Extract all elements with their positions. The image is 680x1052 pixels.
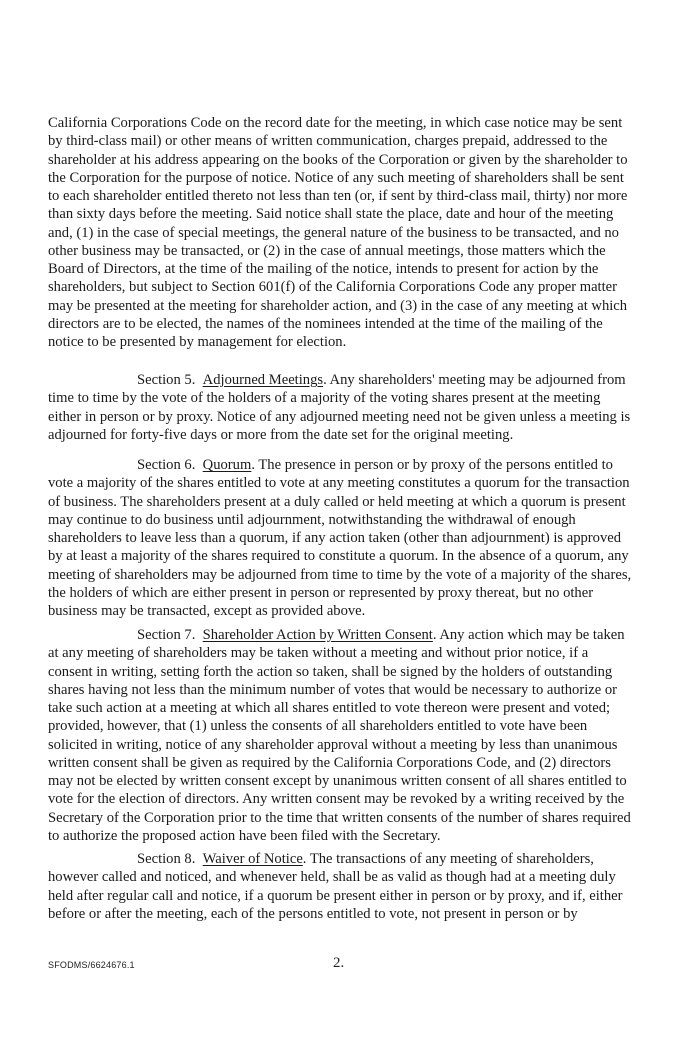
- paragraph-section-5: [48, 371, 634, 444]
- paragraph-text: . The presence in person or by proxy of the persons entitled to vote a majority of the shares entitled to vote at any meeting constitutes a quorum for the transaction of business. The shareholders present at a duly called or held meeting at which a quorum is present may continue to do business until adjournment, notwithstanding the withdrawal of enough shareholders to leave less than a quorum, if any action taken (other than adjournment) is approved by at least a majority of the shares required to constitute a quorum. In the absence of a quorum, any meeting of shareholders may be adjourned from time to time by the vote of a majority of the shares, the holders of which are either present in person or represented by proxy thereat, but no other business may be transacted, except as provided above.: [48, 457, 632, 619]
- paragraph-notice-continuation: [48, 114, 634, 351]
- section-number: Section 5.: [137, 372, 196, 388]
- paragraph-text: . Any shareholders' meeting may be adjourned from time to time by the vote of the holders of a majority of the voting shares present at the meeting either in person or by proxy. Notice of any adjourned meeting need not be given unless a meeting is adjourned for forty-five days or more from the date set for the original meeting.: [48, 372, 631, 443]
- paragraph-text: . The transactions of any meeting of shareholders, however called and noticed, and whenever held, shall be as valid as though had at a meeting duly held after regular call and notice, if a quorum be present either in person or by proxy, and if, either before or after the meeting, each of the persons entitled to vote, not present in person or by: [48, 851, 623, 922]
- paragraph-section-8: [48, 850, 634, 923]
- section-heading: Shareholder Action by Written Consent: [202, 627, 433, 643]
- document-id: SFODMS/6624676.1: [48, 960, 135, 970]
- section-number: Section 7.: [137, 627, 196, 643]
- section-number: Section 6.: [137, 457, 196, 473]
- section-heading: Waiver of Notice: [202, 851, 303, 867]
- paragraph-section-6: [48, 456, 634, 620]
- section-number: Section 8.: [137, 851, 196, 867]
- page-number: 2.: [333, 955, 345, 971]
- section-heading: Quorum: [202, 457, 252, 473]
- paragraph-text: California Corporations Code on the record date for the meeting, in which case notice may be sent by third-class mail) or other means of written communication, charges prepaid, addressed to the shareholder at his address appearing on the books of the Corporation or given by the shareholder to the Corporation for the purpose of notice. Notice of any such meeting of shareholders shall be sent to each shareholder entitled thereto not less than ten (or, if sent by third-class mail, thirty) nor more than sixty days before the meeting. Said notice shall state the place, date and hour of the meeting and, (1) in the case of special meetings, the general nature of the business to be transacted, and no other business may be transacted, or (2) in the case of annual meetings, those matters which the Board of Directors, at the time of the mailing of the notice, intends to present for action by the shareholders, but subject to Section 601(f) of the California Corporations Code any proper matter may be presented at the meeting for shareholder action, and (3) in the case of any meeting at which directors are to be elected, the names of the nominees intended at the time of the mailing of the notice to be presented by management for election.: [48, 115, 628, 350]
- paragraph-section-7: [48, 626, 634, 845]
- section-heading: Adjourned Meetings: [202, 372, 324, 388]
- paragraph-text: . Any action which may be taken at any meeting of shareholders may be taken without a meeting and without prior notice, if a consent in writing, setting forth the action so taken, shall be signed by the holders of outstanding shares having not less than the minimum number of votes that would be necessary to authorize or take such action at a meeting at which all shares entitled to vote thereon were present and voted; provided, however, that (1) unless the consents of all shareholders entitled to vote have been solicited in writing, notice of any shareholder approval without a meeting by less than unanimous written consent shall be given as required by the California Corporations Code, and (2) directors may not be elected by written consent except by unanimous written consent of all shares entitled to vote for the election of directors. Any written consent may be revoked by a writing received by the Secretary of the Corporation prior to the time that written consents of the number of shares required to authorize the proposed action have been filed with the Secretary.: [48, 627, 631, 844]
